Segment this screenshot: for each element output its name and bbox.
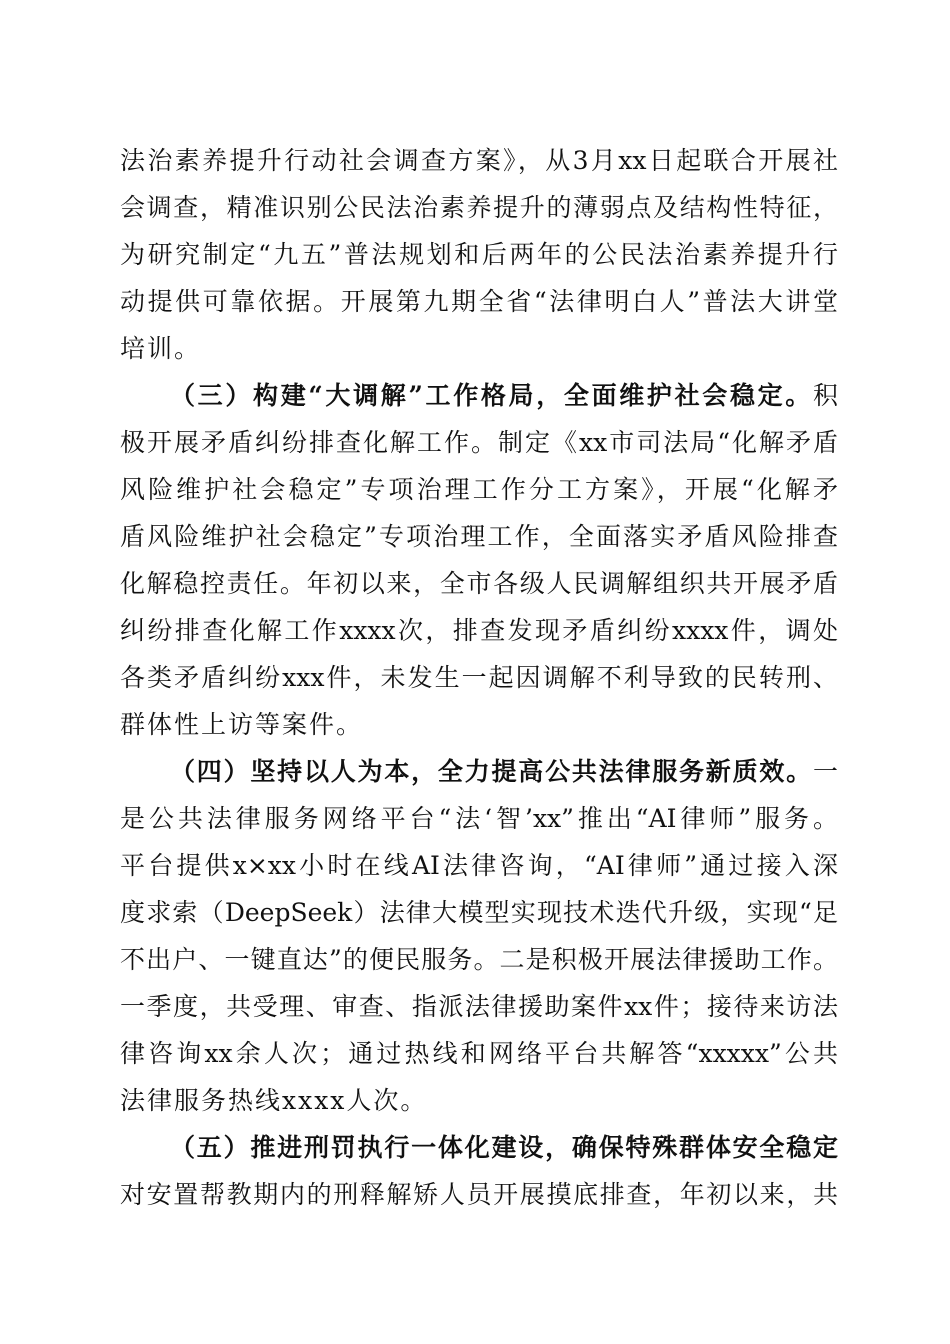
paragraph-line: 群体性上访等案件。 xyxy=(120,710,364,739)
paragraph-line: 培训。 xyxy=(120,334,202,363)
section-heading-text: （四）坚持以人为本，全力提高公共法律服务新质效。 xyxy=(170,757,813,786)
paragraph-line: 纠纷排查化解工作xxxx次，排查发现矛盾纠纷xxxx件，调处 xyxy=(120,616,838,645)
paragraph-line: 各类矛盾纠纷xxx件，未发生一起因调解不利导致的民转刑、 xyxy=(120,663,838,692)
paragraph-line: 法治素养提升行动社会调查方案》，从3月xx日起联合开展社 xyxy=(120,146,838,175)
paragraph-line: 风险维护社会稳定”专项治理工作分工方案》，开展“化解矛 xyxy=(120,475,838,504)
paragraph-text: 积 xyxy=(812,381,838,410)
paragraph-line: 平台提供x×xx小时在线AI法律咨询，“AI律师”通过接入深 xyxy=(120,851,838,880)
paragraph-line: 度求索（DeepSeek）法律大模型实现技术迭代升级，实现“足 xyxy=(120,898,838,927)
section-heading-3 xyxy=(120,372,838,419)
paragraph-line: 是公共法律服务网络平台“法‘智’xx”推出“AI律师”服务。 xyxy=(120,804,838,833)
section-heading-5: （五）推进刑罚执行一体化建设，确保特殊群体安全稳定 xyxy=(170,1133,838,1162)
paragraph-line: 盾风险维护社会稳定”专项治理工作，全面落实矛盾风险排查 xyxy=(120,522,838,551)
paragraph-line: 一季度，共受理、审查、指派法律援助案件xx件；接待来访法 xyxy=(120,992,838,1021)
paragraph-line: 化解稳控责任。年初以来，全市各级人民调解组织共开展矛盾 xyxy=(120,569,838,598)
paragraph-line: 法律服务热线xxxx人次。 xyxy=(120,1086,428,1115)
paragraph-line: 极开展矛盾纠纷排查化解工作。制定《xx市司法局“化解矛盾 xyxy=(120,428,838,457)
paragraph-line: 动提供可靠依据。开展第九期全省“法律明白人”普法大讲堂 xyxy=(120,287,838,316)
paragraph-line: 对安置帮教期内的刑释解矫人员开展摸底排查，年初以来，共 xyxy=(120,1180,838,1209)
paragraph-line: 会调查，精准识别公民法治素养提升的薄弱点及结构性特征， xyxy=(120,193,838,222)
paragraph-line: 不出户、一键直达”的便民服务。二是积极开展法律援助工作。 xyxy=(120,945,838,974)
paragraph-text: 一 xyxy=(812,757,838,786)
document-body xyxy=(120,137,838,1218)
paragraph-line: 律咨询xx余人次；通过热线和网络平台共解答“xxxxx”公共 xyxy=(120,1039,838,1068)
section-heading-text: （三）构建“大调解”工作格局，全面维护社会稳定。 xyxy=(170,381,813,410)
section-heading-4 xyxy=(120,748,838,795)
paragraph-line: 为研究制定“九五”普法规划和后两年的公民法治素养提升行 xyxy=(120,240,838,269)
